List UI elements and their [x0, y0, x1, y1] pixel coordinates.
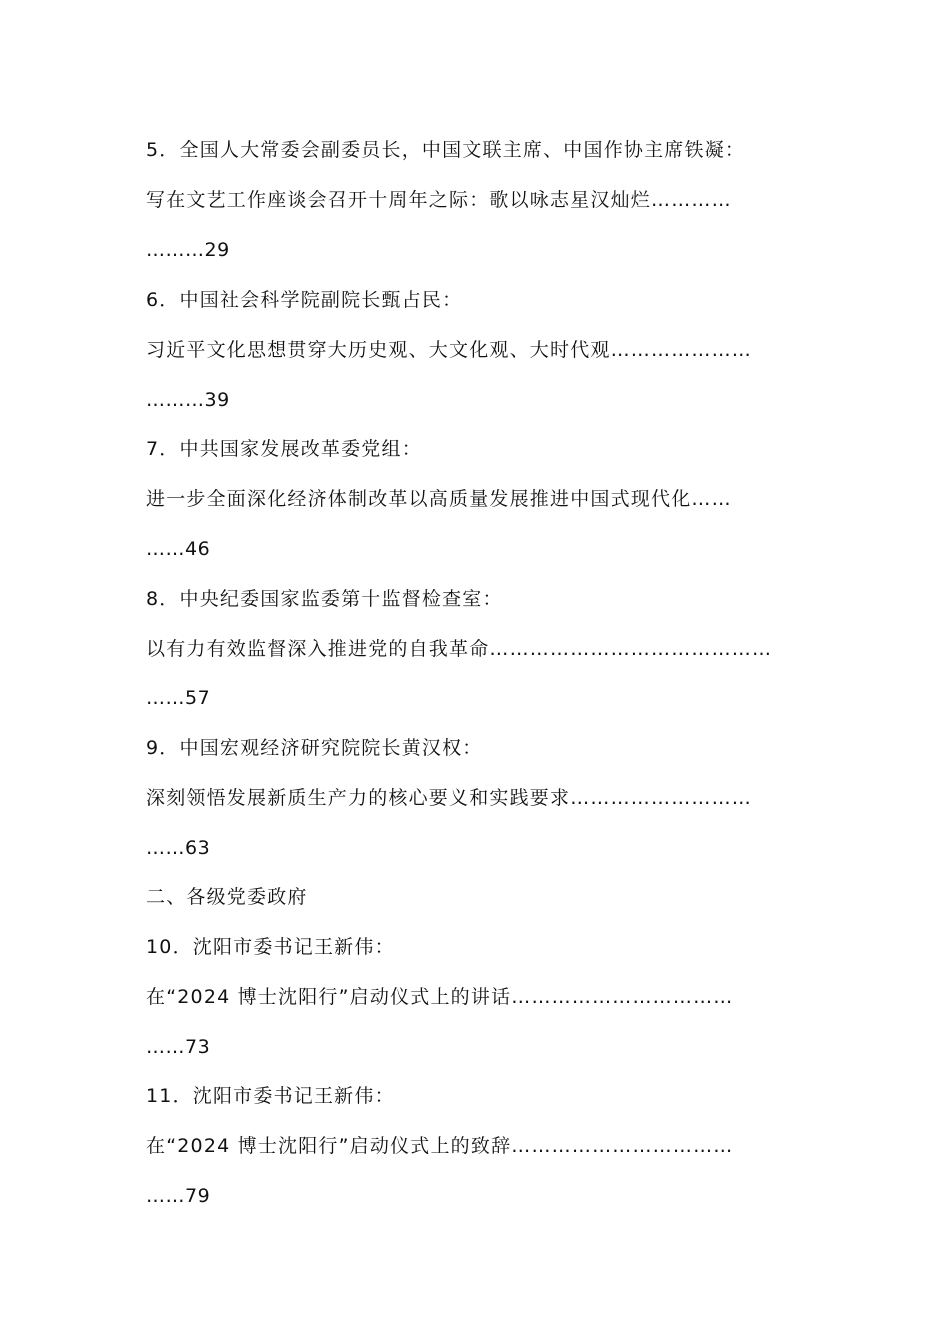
toc-entry-8-title: 以有力有效监督深入推进党的自我革命…………………………………… — [146, 638, 773, 660]
toc-entry-11-page: ……79 — [146, 1185, 211, 1207]
toc-entry-9-page: ……63 — [146, 837, 211, 859]
section-title: 二、各级党委政府 — [146, 886, 308, 908]
toc-entry-10-heading: 10．沈阳市委书记王新伟： — [146, 936, 395, 958]
toc-entry-8-heading: 8．中央纪委国家监委第十监督检查室： — [146, 588, 503, 610]
toc-entry-6-page: ………39 — [146, 389, 230, 411]
toc-entry-5-page: ………29 — [146, 239, 230, 261]
toc-entry-7-title: 进一步全面深化经济体制改革以高质量发展推进中国式现代化…… — [146, 488, 732, 510]
toc-entry-7-page: ……46 — [146, 538, 211, 560]
toc-entry-9-heading: 9．中国宏观经济研究院院长黄汉权： — [146, 737, 483, 759]
toc-entry-8-page: ……57 — [146, 687, 211, 709]
toc-entry-10-title: 在“2024 博士沈阳行”启动仪式上的讲话…………………………… — [146, 986, 734, 1008]
toc-entry-11-title: 在“2024 博士沈阳行”启动仪式上的致辞…………………………… — [146, 1135, 734, 1157]
toc-entry-10-page: ……73 — [146, 1036, 211, 1058]
toc-entry-9-title: 深刻领悟发展新质生产力的核心要义和实践要求……………………… — [146, 787, 753, 809]
toc-entry-6-title: 习近平文化思想贯穿大历史观、大文化观、大时代观………………… — [146, 339, 753, 361]
toc-entry-6-heading: 6．中国社会科学院副院长甄占民： — [146, 289, 463, 311]
toc-entry-7-heading: 7．中共国家发展改革委党组： — [146, 438, 422, 460]
toc-entry-5-title: 写在文艺工作座谈会召开十周年之际：歌以咏志星汉灿烂………… — [146, 189, 732, 211]
toc-entry-11-heading: 11．沈阳市委书记王新伟： — [146, 1085, 395, 1107]
toc-entry-5-heading: 5．全国人大常委会副委员长，中国文联主席、中国作协主席铁凝： — [146, 139, 746, 161]
